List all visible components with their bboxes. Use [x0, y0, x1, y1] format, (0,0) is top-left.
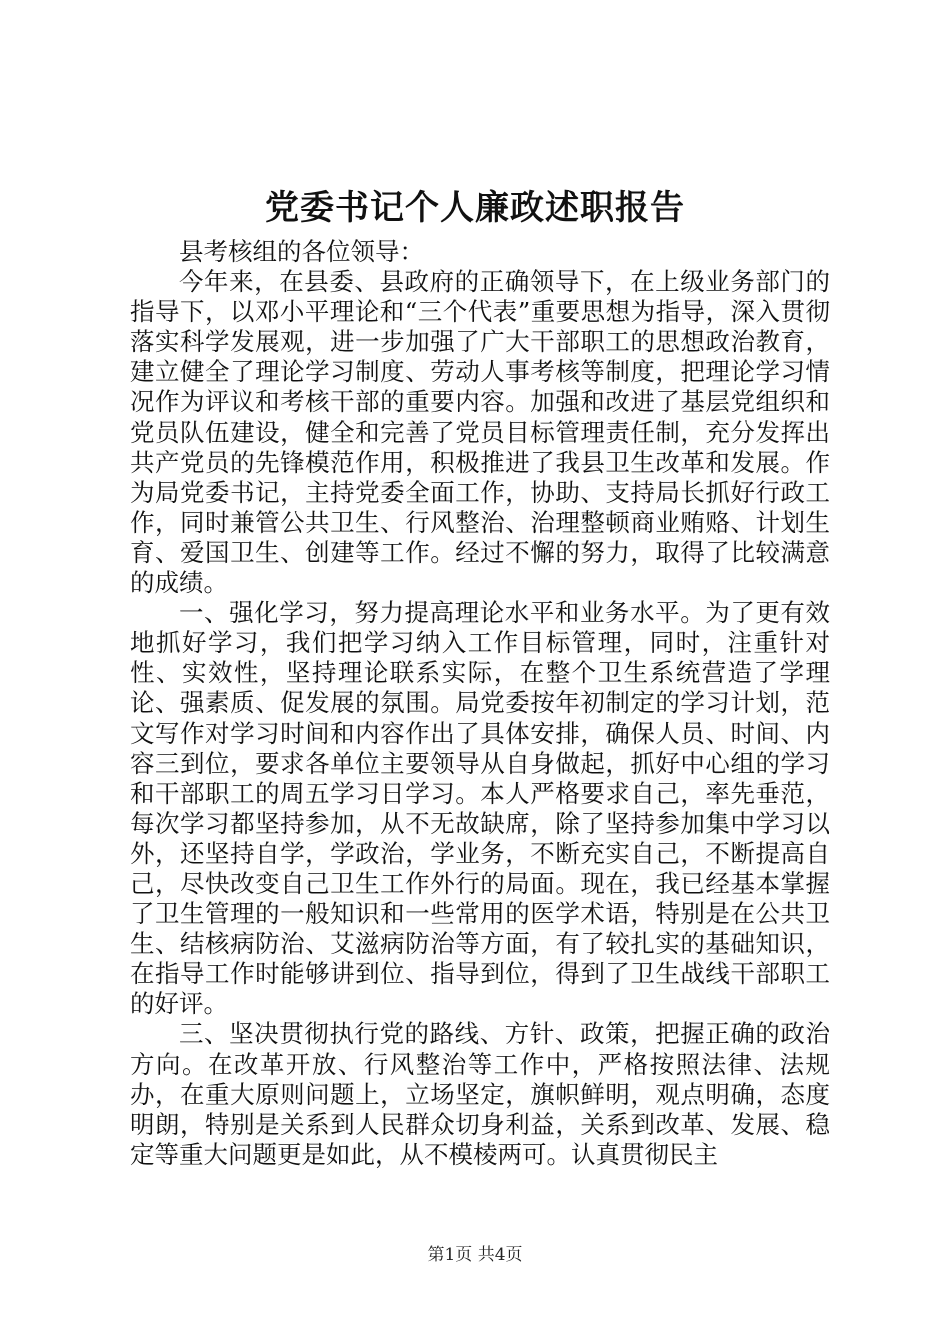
salutation: 县考核组的各位领导：: [179, 237, 424, 266]
paragraph-policy: 三、坚决贯彻执行党的路线、方针、政策，把握正确的政治方向。在改革开放、行风整治等工作中，严格按照法律、法规办，在重大原则问题上，立场坚定，旗帜鲜明，观点明确，态度明朗，特别是关系到人民群众切身利益，关系到改革、发展、稳定等重大问题更是如此，从不模棱两可。认真贯彻民主: [130, 1019, 830, 1169]
document-body: [130, 237, 830, 1170]
page-footer: 第1页 共4页: [427, 1245, 523, 1265]
paragraph-intro: 今年来，在县委、县政府的正确领导下，在上级业务部门的指导下，以邓小平理论和“三个代表”重要思想为指导，深入贯彻落实科学发展观，进一步加强了广大干部职工的思想政治教育，建立健全了理论学习制度、劳动人事考核等制度，把理论学习情况作为评议和考核干部的重要内容。加强和改进了基层党组织和党员队伍建设，健全和完善了党员目标管理责任制，充分发挥出共产党员的先锋模范作用，积极推进了我县卫生改革和发展。作为局党委书记，主持党委全面工作，协助、支持局长抓好行政工作，同时兼管公共卫生、行风整治、治理整顿商业贿赂、计划生育、爱国卫生、创建等工作。经过不懈的努力，取得了比较满意的成绩。: [130, 267, 830, 598]
document-title: 党委书记个人廉政述职报告: [265, 188, 685, 228]
paragraph-study: 一、强化学习，努力提高理论水平和业务水平。为了更有效地抓好学习，我们把学习纳入工作目标管理，同时，注重针对性、实效性，坚持理论联系实际，在整个卫生系统营造了学理论、强素质、促发展的氛围。局党委按年初制定的学习计划，范文写作对学习时间和内容作出了具体安排，确保人员、时间、内容三到位，要求各单位主要领导从自身做起，抓好中心组的学习和干部职工的周五学习日学习。本人严格要求自己，率先垂范，每次学习都坚持参加，从不无故缺席，除了坚持参加集中学习以外，还坚持自学，学政治，学业务，不断充实自己，不断提高自己，尽快改变自己卫生工作外行的局面。现在，我已经基本掌握了卫生管理的一般知识和一些常用的医学术语，特别是在公共卫生、结核病防治、艾滋病防治等方面，有了较扎实的基础知识，在指导工作时能够讲到位、指导到位，得到了卫生战线干部职工的好评。: [130, 598, 830, 1019]
